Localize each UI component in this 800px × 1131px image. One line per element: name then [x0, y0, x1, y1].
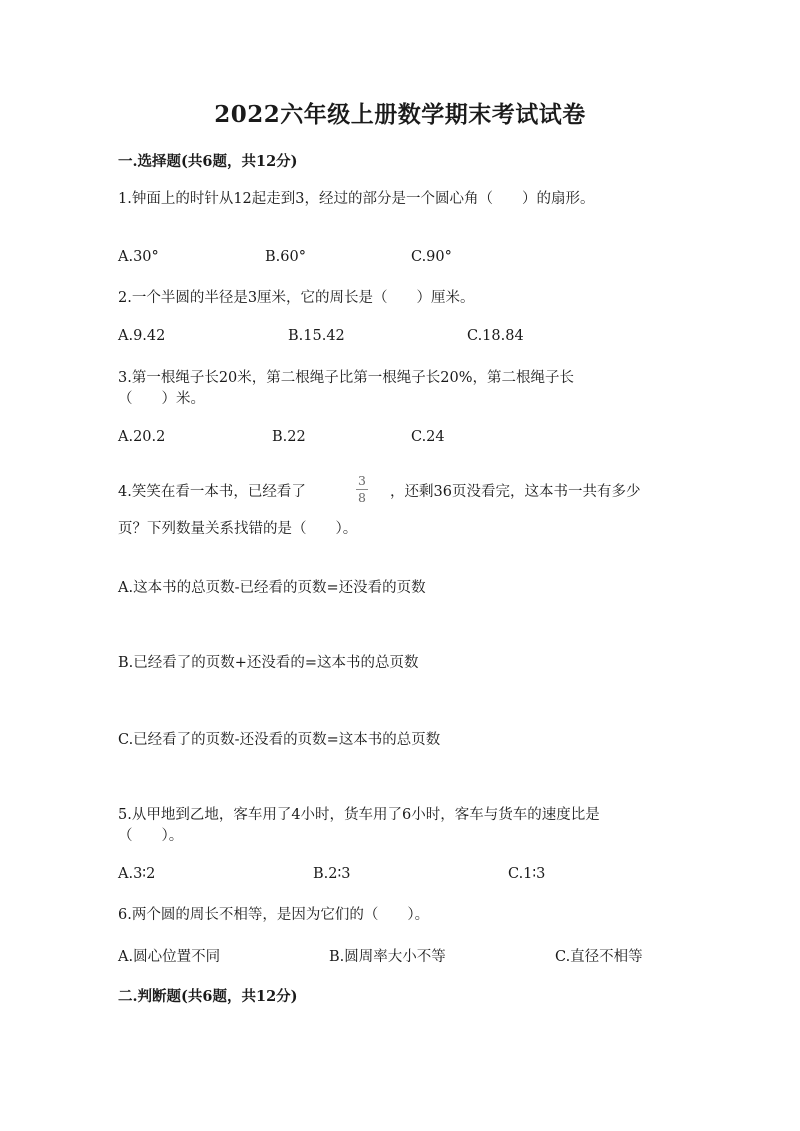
question-5-option-c: C.1∶3 — [508, 866, 546, 882]
question-2-option-c: C.18.84 — [467, 328, 524, 344]
question-6-option-a: A.圆心位置不同 — [118, 949, 221, 965]
question-4-option-a: A.这本书的总页数-已经看的页数=还没看的页数 — [118, 580, 426, 596]
question-1-option-a: A.30° — [118, 249, 159, 265]
question-2-option-b: B.15.42 — [288, 328, 345, 344]
question-3-option-c: C.24 — [411, 429, 445, 445]
section-heading-true-false: 二.判断题(共6题，共12分) — [118, 988, 298, 1005]
page-title: 2022六年级上册数学期末考试试卷 — [214, 101, 586, 128]
question-3-line-1: 3.第一根绳子长20米，第二根绳子比第一根绳子长20%，第二根绳子长 — [118, 370, 575, 386]
fraction-numerator: 3 — [358, 473, 366, 488]
question-4-option-b: B.已经看了的页数+还没看的=这本书的总页数 — [118, 655, 419, 671]
question-6-text: 6.两个圆的周长不相等，是因为它们的（ ）。 — [118, 907, 430, 923]
question-4-text-part-2: ，还剩36页没看完，这本书一共有多少 — [390, 484, 641, 500]
question-1-option-c: C.90° — [411, 249, 452, 265]
question-4-line-2: 页？下列数量关系找错的是（ ）。 — [118, 521, 358, 537]
question-5-line-2: （ ）。 — [118, 828, 184, 844]
question-3-option-a: A.20.2 — [118, 429, 166, 445]
question-1-option-b: B.60° — [265, 249, 306, 265]
question-2-option-a: A.9.42 — [118, 328, 166, 344]
question-5-line-1: 5.从甲地到乙地，客车用了4小时，货车用了6小时，客车与货车的速度比是 — [118, 807, 600, 823]
question-3-option-b: B.22 — [272, 429, 306, 445]
fraction — [352, 474, 372, 505]
question-4-option-c: C.已经看了的页数-还没看的页数=这本书的总页数 — [118, 732, 441, 748]
question-5-option-b: B.2∶3 — [313, 866, 351, 882]
question-2-text: 2.一个半圆的半径是3厘米，它的周长是（ ）厘米。 — [118, 290, 475, 306]
question-6-option-b: B.圆周率大小不等 — [329, 949, 446, 965]
question-5-option-a: A.3∶2 — [118, 866, 156, 882]
question-3-line-2: （ ）米。 — [118, 391, 205, 407]
fraction-denominator: 8 — [358, 490, 366, 505]
question-4-text-part-1: 4.笑笑在看一本书，已经看了 — [118, 484, 306, 500]
question-1-text: 1.钟面上的时针从12起走到3，经过的部分是一个圆心角（ ）的扇形。 — [118, 191, 595, 207]
question-6-option-c: C.直径不相等 — [555, 949, 643, 965]
section-heading-choice: 一.选择题(共6题，共12分) — [118, 153, 298, 170]
